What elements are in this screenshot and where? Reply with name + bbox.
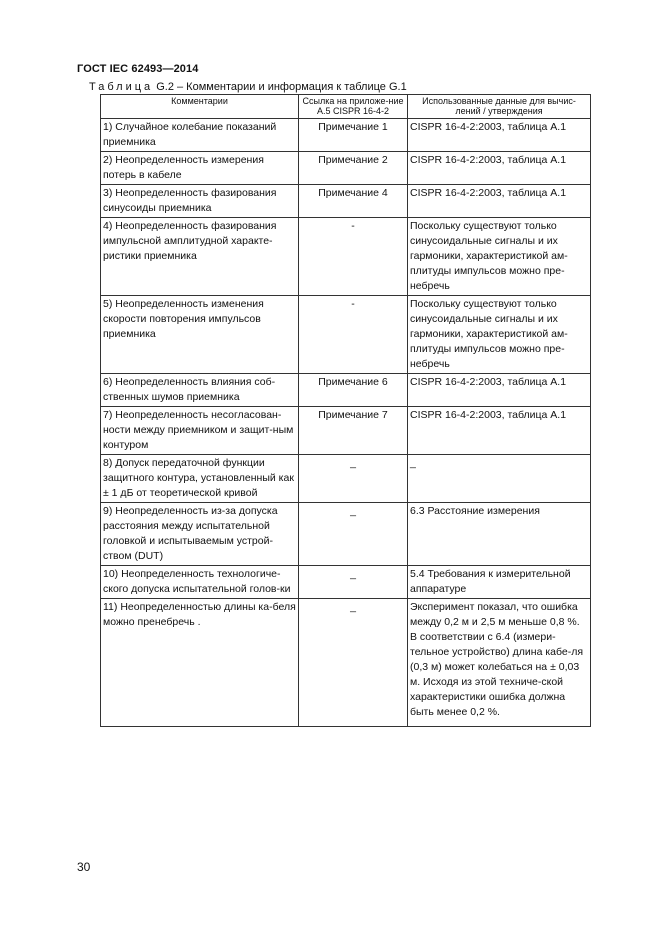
comment-cell: 8) Допуск передаточной функции защитного контура, установленный как ± 1 дБ от теоретической кривой bbox=[101, 455, 299, 503]
reference-cell: Примечание 1 bbox=[299, 119, 408, 152]
data-cell: Поскольку существуют только синусоидальные сигналы и их гармоники, характеристикой ам-плитуды импульсов можно пре-небречь bbox=[408, 218, 591, 296]
comment-cell: 7) Неопределенность несогласован-ности между приемником и защит-ным контуром bbox=[101, 407, 299, 455]
data-cell: CISPR 16-4-2:2003, таблица А.1 bbox=[408, 152, 591, 185]
reference-cell: Примечание 6 bbox=[299, 374, 408, 407]
table-row bbox=[101, 119, 591, 152]
document-header: ГОСТ IEC 62493—2014 bbox=[77, 63, 199, 75]
data-cell: Поскольку существуют только синусоидальные сигналы и их гармоники, характеристикой ам-плитуды импульсов можно пре-небречь bbox=[408, 296, 591, 374]
data-cell: _ bbox=[408, 455, 591, 503]
reference-cell: _ bbox=[299, 566, 408, 599]
comment-cell: 11) Неопределенностью длины ка-беля можно пренебречь . bbox=[101, 599, 299, 727]
comment-cell: 5) Неопределенность изменения скорости повторения импульсов приемника bbox=[101, 296, 299, 374]
reference-cell: Примечание 7 bbox=[299, 407, 408, 455]
comment-cell: 4) Неопределенность фазирования импульсной амплитудной характе-ристики приемника bbox=[101, 218, 299, 296]
table-row bbox=[101, 407, 591, 455]
data-cell: CISPR 16-4-2:2003, таблица А.1 bbox=[408, 185, 591, 218]
table-caption-text: G.2 – Комментарии и информация к таблице G.1 bbox=[156, 81, 407, 93]
reference-cell: _ bbox=[299, 599, 408, 727]
comment-cell: 3) Неопределенность фазирования синусоиды приемника bbox=[101, 185, 299, 218]
comment-cell: 9) Неопределенность из-за допуска расстояния между испытательной головкой и испытываемым устрой-ством (DUT) bbox=[101, 503, 299, 566]
page-number: 30 bbox=[77, 860, 91, 874]
data-cell: 6.3 Расстояние измерения bbox=[408, 503, 591, 566]
table-row bbox=[101, 374, 591, 407]
data-cell: Эксперимент показал, что ошибка между 0,2 м и 2,5 м меньше 0,8 %. В соответствии с 6.4 (измери-тельное устройство) длина кабе-ля (0,3 м) может колебаться на ± 0,03 м. Исходя из этой техниче-ской характеристики ошибка должна быть менее 0,2 %. bbox=[408, 599, 591, 727]
comment-cell: 6) Неопределенность влияния соб-ственных шумов приемника bbox=[101, 374, 299, 407]
comment-cell: 2) Неопределенность измерения потерь в кабеле bbox=[101, 152, 299, 185]
table-header-row bbox=[101, 95, 591, 119]
table-row bbox=[101, 599, 591, 727]
reference-cell: _ bbox=[299, 503, 408, 566]
reference-cell: - bbox=[299, 296, 408, 374]
table-caption-label: Таблица bbox=[89, 81, 154, 93]
table-caption bbox=[89, 81, 407, 93]
table-row bbox=[101, 503, 591, 566]
data-cell: 5.4 Требования к измерительной аппаратуре bbox=[408, 566, 591, 599]
header-data-used: Использованные данные для вычис-лений / утверждения bbox=[408, 95, 591, 119]
header-reference: Ссылка на приложе-ние А.5 CISPR 16-4-2 bbox=[299, 95, 408, 119]
reference-cell: - bbox=[299, 218, 408, 296]
table-row bbox=[101, 296, 591, 374]
table-row bbox=[101, 218, 591, 296]
table-row bbox=[101, 566, 591, 599]
data-cell: CISPR 16-4-2:2003, таблица А.1 bbox=[408, 374, 591, 407]
table-row bbox=[101, 152, 591, 185]
comment-cell: 10) Неопределенность технологиче-ского допуска испытательной голов-ки bbox=[101, 566, 299, 599]
reference-cell: Примечание 4 bbox=[299, 185, 408, 218]
comment-cell: 1) Случайное колебание показаний приемника bbox=[101, 119, 299, 152]
header-comments: Комментарии bbox=[101, 95, 299, 119]
table-row bbox=[101, 455, 591, 503]
table-row bbox=[101, 185, 591, 218]
comments-table bbox=[100, 94, 591, 727]
reference-cell: _ bbox=[299, 455, 408, 503]
data-cell: CISPR 16-4-2:2003, таблица А.1 bbox=[408, 119, 591, 152]
reference-cell: Примечание 2 bbox=[299, 152, 408, 185]
data-cell: CISPR 16-4-2:2003, таблица А.1 bbox=[408, 407, 591, 455]
